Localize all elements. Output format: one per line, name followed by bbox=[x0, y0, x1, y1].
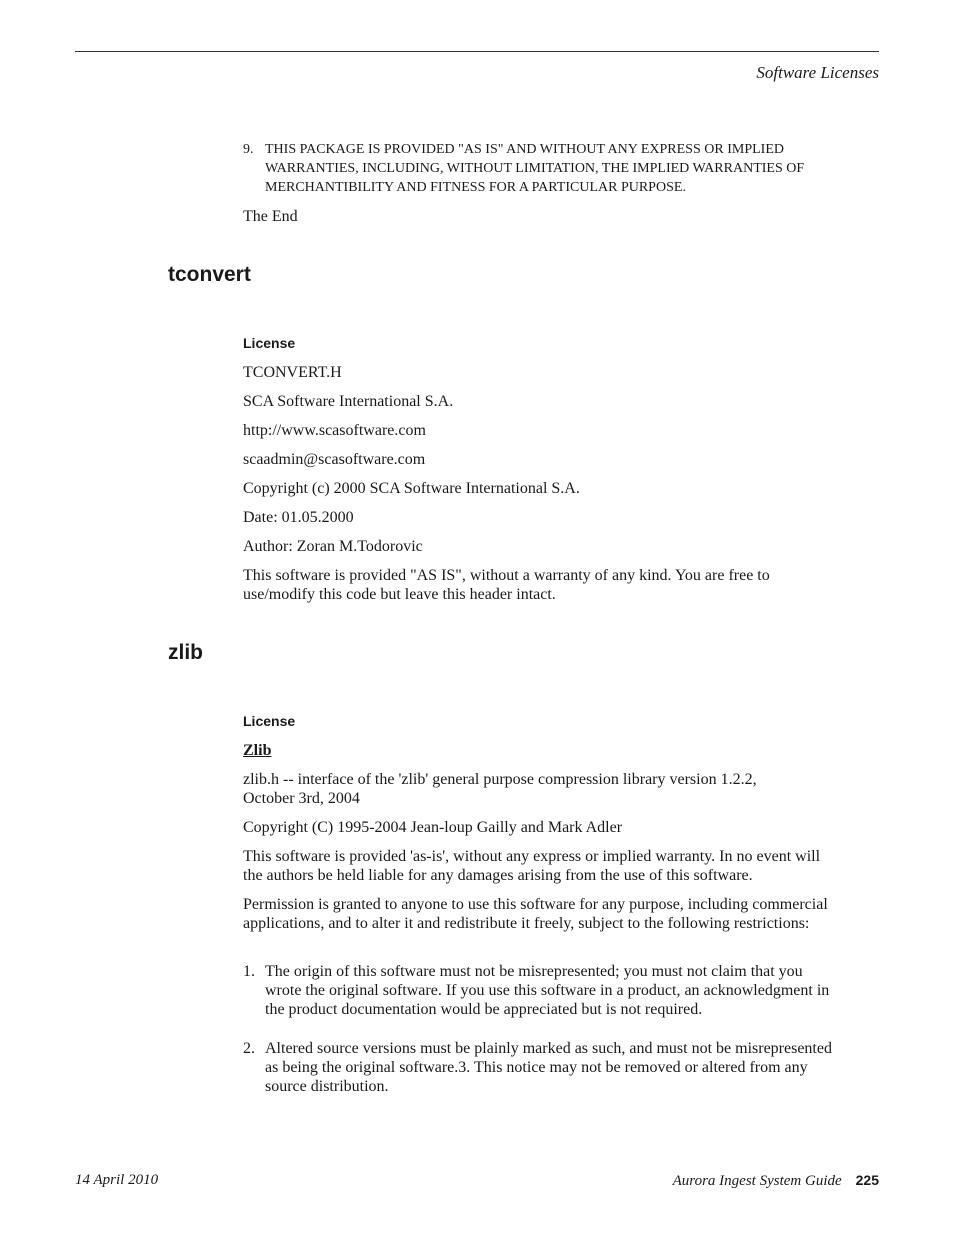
footer-date: 14 April 2010 bbox=[75, 1172, 159, 1188]
tconvert-line: Date: 01.05.2000 bbox=[243, 509, 354, 526]
header-rule bbox=[75, 51, 879, 52]
license-label: License bbox=[243, 335, 296, 351]
zlib-warranty: This software is provided 'as-is', without any express or implied warranty. In no event will the authors be held liable for any damages arising from the use of this software. bbox=[243, 848, 821, 884]
list-number: 1. bbox=[243, 963, 255, 980]
license-label: License bbox=[243, 713, 296, 729]
page-number: 225 bbox=[855, 1172, 879, 1188]
tconvert-line: scaadmin@scasoftware.com bbox=[243, 451, 426, 468]
tconvert-line: Copyright (c) 2000 SCA Software International S.A. bbox=[243, 480, 580, 497]
tconvert-notice: This software is provided "AS IS", without a warranty of any kind. You are free to use/modify this code but leave this header intact. bbox=[243, 567, 770, 603]
tconvert-line: http://www.scasoftware.com bbox=[243, 422, 426, 439]
list-text: The origin of this software must not be misrepresented; you must not claim that you wrote the original software. If you use this software in a product, an acknowledgment in the product documentation would be appreciated but is not required. bbox=[265, 963, 830, 1018]
list-number: 9. bbox=[243, 142, 254, 157]
footer-right bbox=[673, 1172, 879, 1190]
section-heading-zlib: zlib bbox=[168, 641, 203, 664]
running-header: Software Licenses bbox=[756, 63, 879, 82]
zlib-title: Zlib bbox=[243, 742, 272, 759]
section-heading-tconvert: tconvert bbox=[168, 263, 251, 286]
list-item bbox=[243, 1039, 833, 1096]
list-text: THIS PACKAGE IS PROVIDED "AS IS" AND WITHOUT ANY EXPRESS OR IMPLIED WARRANTIES, INCLUDING, WITHOUT LIMITATION, THE IMPLIED WARRANTIES OF MERCHANTIBILITY AND FITNESS FOR A PARTICULAR PURPOSE. bbox=[265, 142, 805, 195]
zlib-intro: zlib.h -- interface of the 'zlib' general purpose compression library version 1.2.2, October 3rd, 2004 bbox=[243, 771, 757, 807]
tconvert-line: TCONVERT.H bbox=[243, 364, 342, 381]
tconvert-line: Author: Zoran M.Todorovic bbox=[243, 538, 423, 555]
list-item-9 bbox=[243, 140, 843, 197]
zlib-copyright: Copyright (C) 1995-2004 Jean-loup Gailly and Mark Adler bbox=[243, 819, 623, 836]
list-text: Altered source versions must be plainly marked as such, and must not be misrepresented as being the original software.3. This notice may not be removed or altered from any source distribution. bbox=[265, 1040, 832, 1095]
zlib-permission: Permission is granted to anyone to use this software for any purpose, including commercial applications, and to alter it and redistribute it freely, subject to the following restrictions: bbox=[243, 896, 828, 932]
the-end-text: The End bbox=[243, 208, 298, 225]
list-number: 2. bbox=[243, 1040, 255, 1057]
footer-guide-title: Aurora Ingest System Guide bbox=[672, 1173, 842, 1189]
tconvert-line: SCA Software International S.A. bbox=[243, 393, 454, 410]
list-item bbox=[243, 962, 833, 1019]
